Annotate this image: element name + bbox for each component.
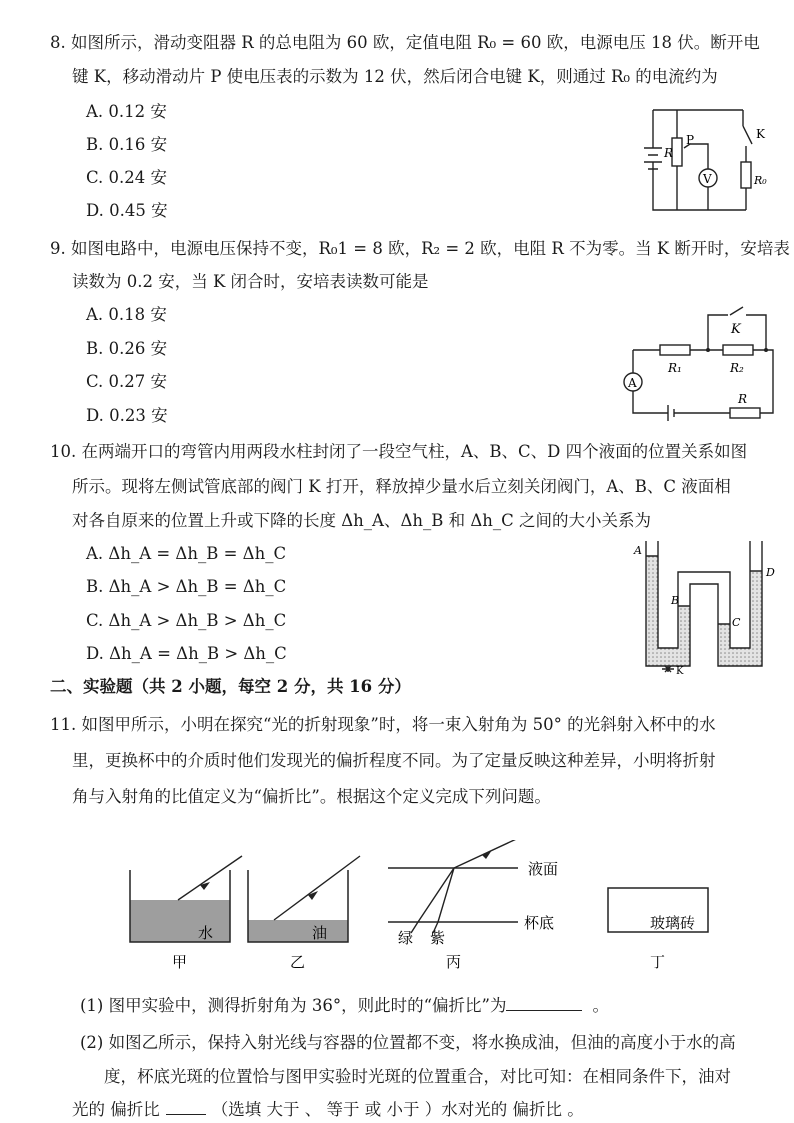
q10-line1: 10. 在两端开口的弯管内用两段水柱封闭了一段空气柱，A、B、C、D 四个液面的位置关系如图 <box>50 442 748 461</box>
q11-sub1-text: (1) 图甲实验中，测得折射角为 36°，则此时的“偏折比”为 <box>80 996 507 1015</box>
q8-option-c: C. 0.24 安 <box>86 168 168 187</box>
q10-tube-figure <box>628 536 788 676</box>
label-a: A <box>628 376 637 390</box>
q10-option-c: C. Δh_A > Δh_B > Δh_C <box>86 611 287 630</box>
resistor-r0 <box>741 162 751 188</box>
q11-line3: 角与入射角的比值定义为“偏折比”。根据这个定义完成下列问题。 <box>72 787 551 806</box>
label-p: P <box>686 133 695 147</box>
section-heading: 二、实验题（共 2 小题，每空 2 分，共 16 分） <box>50 677 411 696</box>
label-r1: R₁ <box>668 361 682 375</box>
label-k: K <box>676 666 684 676</box>
resistor-r2 <box>723 345 753 355</box>
label-water: 水 <box>198 924 214 942</box>
label-green: 绿 <box>398 929 414 947</box>
label-surface: 液面 <box>528 860 559 878</box>
label-a: A <box>634 544 642 557</box>
q11-sub1-end: 。 <box>592 996 609 1015</box>
caption-jia: 甲 <box>172 953 188 971</box>
q9-circuit-figure <box>618 295 783 425</box>
q10-option-d: D. Δh_A = Δh_B > Δh_C <box>86 644 287 663</box>
q9-option-d: D. 0.23 安 <box>86 406 168 425</box>
caption-bing: 丙 <box>446 953 462 971</box>
label-v: V <box>703 172 712 186</box>
q8-line2: 键 K，移动滑动片 P 使电压表的示数为 12 伏，然后闭合电键 K，则通过 R₀ 的电流约为 <box>72 67 718 86</box>
battery-icon <box>668 405 674 421</box>
label-r2: R₂ <box>730 361 744 375</box>
caption-yi: 乙 <box>290 953 306 971</box>
q11-sub2-blank[interactable] <box>166 1098 206 1115</box>
valve-k-icon <box>662 666 674 672</box>
label-d: D <box>766 566 775 579</box>
q10-line2: 所示。现将左侧试管底部的阀门 K 打开，释放掉少量水后立刻关闭阀门，A、B、C 液面相 <box>72 477 731 496</box>
q9-line1: 9. 如图电路中，电源电压保持不变，R₀1 = 8 欧，R₂ = 2 欧，电阻 R 不为零。当 K 断开时，安培表 <box>50 239 790 258</box>
q10-option-b: B. Δh_A > Δh_B = Δh_C <box>86 577 287 596</box>
label-bottom: 杯底 <box>524 914 555 932</box>
label-b: B <box>671 594 680 607</box>
q8-circuit-figure <box>628 100 778 215</box>
q11-sub1 <box>80 994 609 1017</box>
resistor-r <box>730 408 760 418</box>
q11-sub1-blank[interactable] <box>506 994 582 1011</box>
q8-option-a: A. 0.12 安 <box>86 102 167 121</box>
resistor-r1 <box>660 345 690 355</box>
label-glass: 玻璃砖 <box>650 914 696 932</box>
q11-sub2-line3-pre: 光的 偏折比 <box>72 1100 160 1119</box>
label-oil: 油 <box>312 924 328 942</box>
figure-jia <box>130 856 242 942</box>
label-r: R <box>738 392 748 406</box>
q8-option-d: D. 0.45 安 <box>86 201 168 220</box>
label-r0: R₀ <box>754 174 767 187</box>
q11-sub2-line1: (2) 如图乙所示，保持入射光线与容器的位置都不变，将水换成油，但油的高度小于水的高 <box>80 1033 736 1052</box>
figure-bing <box>388 840 525 933</box>
q11-sub2-line3 <box>72 1098 584 1121</box>
q11-line1: 11. 如图甲所示，小明在探究“光的折射现象”时，将一束入射角为 50° 的光斜射入杯中的水 <box>50 715 716 734</box>
label-k: K <box>756 127 765 141</box>
caption-ding: 丁 <box>650 953 666 971</box>
q9-line2: 读数为 0.2 安，当 K 闭合时，安培表读数可能是 <box>72 272 429 291</box>
q9-option-b: B. 0.26 安 <box>86 339 168 358</box>
label-c: C <box>732 616 741 629</box>
q8-line1: 8. 如图所示，滑动变阻器 R 的总电阻为 60 欧，定值电阻 R₀ = 60 欧，电源电压 18 伏。断开电 <box>50 33 760 52</box>
rheostat-r <box>672 138 682 166</box>
q9-option-a: A. 0.18 安 <box>86 305 167 324</box>
q8-option-b: B. 0.16 安 <box>86 135 168 154</box>
q9-option-c: C. 0.27 安 <box>86 372 168 391</box>
q10-line3: 对各自原来的位置上升或下降的长度 Δh_A、Δh_B 和 Δh_C 之间的大小关系为 <box>72 511 652 530</box>
label-purple: 紫 <box>430 929 446 947</box>
q11-sub2-line2: 度，杯底光斑的位置恰与图甲实验时光斑的位置重合，对比可知：在相同条件下，油对 <box>104 1067 731 1086</box>
q11-sub2-line3-post: （选填 大于 、 等于 或 小于 ）水对光的 偏折比 。 <box>211 1100 584 1119</box>
q11-line2: 里，更换杯中的介质时他们发现光的偏折程度不同。为了定量反映这种差异，小明将折射 <box>72 751 716 770</box>
label-r: R <box>664 146 674 160</box>
q10-option-a: A. Δh_A = Δh_B = Δh_C <box>86 544 287 563</box>
figure-yi <box>248 856 360 942</box>
label-k: K <box>731 322 741 337</box>
q11-figures <box>120 840 720 975</box>
